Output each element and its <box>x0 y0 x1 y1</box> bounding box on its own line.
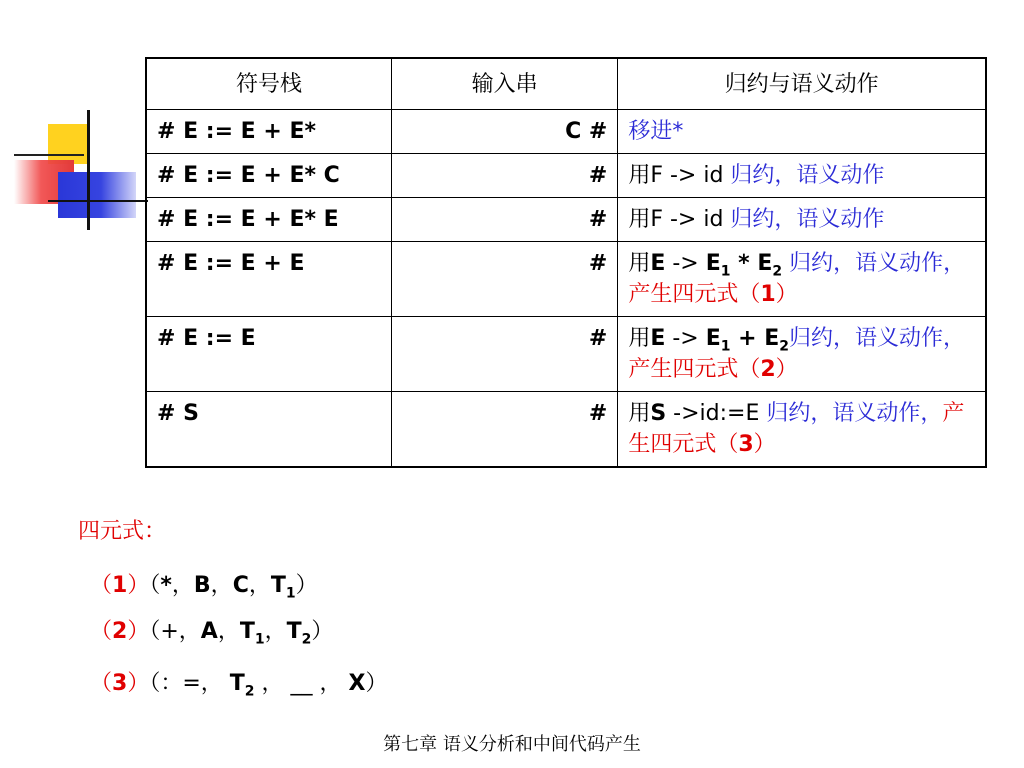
table-row <box>146 110 986 154</box>
subscript: 2 <box>779 338 790 355</box>
quadruple-text: A <box>200 619 218 644</box>
quadruple-text: （+， <box>149 619 201 644</box>
action-text: -> <box>665 251 706 276</box>
table-row <box>146 317 986 392</box>
quadruple-text: C <box>232 573 249 598</box>
quadruple-text: ， <box>171 573 194 598</box>
quadruple-text: B <box>193 573 211 598</box>
table-header-row <box>146 58 986 110</box>
table-row <box>146 392 986 468</box>
action-text: E <box>764 326 780 351</box>
quadruple-text: （ <box>149 573 161 598</box>
header-reduction-action: 归约与语义动作 <box>618 58 986 110</box>
quadruple-number: （2） <box>90 619 150 644</box>
action-text: + <box>730 326 765 351</box>
quadruple-text: ， __ ， <box>254 671 349 696</box>
quadruple-text: * <box>160 573 172 598</box>
cell-action <box>618 392 986 468</box>
cell-symbol-stack: # E := E <box>146 317 391 392</box>
yellow-square-shape <box>48 124 88 164</box>
quadruple-text: ） <box>365 671 388 696</box>
quadruple-item <box>90 666 388 700</box>
quadruple-text: ， <box>264 619 287 644</box>
quadruple-text: ， <box>217 619 240 644</box>
action-text: E <box>757 251 773 276</box>
cell-action <box>618 154 986 198</box>
action-text: 用 <box>628 251 651 276</box>
action-text: S <box>650 401 667 426</box>
quadruples-title: 四元式： <box>78 519 167 544</box>
quadruple-text: T <box>239 619 255 644</box>
quadruple-text: X <box>348 671 366 696</box>
header-symbol-stack: 符号栈 <box>146 58 391 110</box>
table-row <box>146 154 986 198</box>
action-text: 归约，语义动作， <box>782 251 966 276</box>
quadruple-number: （3） <box>90 671 150 696</box>
action-text: 归约，语义动作 <box>730 163 885 188</box>
cell-input-string: C # <box>391 110 617 154</box>
divider-line <box>48 200 148 202</box>
action-text: -> <box>665 326 706 351</box>
subscript: 1 <box>254 631 265 648</box>
quadruple-item <box>90 614 334 648</box>
quadruple-text: T <box>286 619 302 644</box>
cell-symbol-stack: # E := E + E* C <box>146 154 391 198</box>
action-text: 用F -> id <box>628 163 731 188</box>
quadruple-text: T <box>229 671 245 696</box>
cell-action <box>618 242 986 317</box>
cell-input-string: # <box>391 392 617 468</box>
action-text: 用 <box>628 326 651 351</box>
divider-line <box>87 110 90 230</box>
action-text: 移进* <box>628 119 684 144</box>
action-text: 归约，语义动作， <box>789 326 966 351</box>
decorative-logo <box>0 0 150 240</box>
subscript: 2 <box>244 683 255 700</box>
divider-line <box>14 154 84 156</box>
action-text: ） <box>753 432 776 457</box>
action-text: E <box>650 326 666 351</box>
subscript: 1 <box>720 338 731 355</box>
cell-input-string: # <box>391 198 617 242</box>
cell-action <box>618 198 986 242</box>
subscript: 1 <box>285 585 296 602</box>
subscript: 2 <box>301 631 312 648</box>
blue-square-shape <box>58 172 136 218</box>
quadruple-text: （：=， <box>149 671 230 696</box>
action-text: 用F -> id <box>628 207 731 232</box>
action-text: E <box>705 251 721 276</box>
table-row <box>146 198 986 242</box>
cell-input-string: # <box>391 154 617 198</box>
action-text: E <box>650 251 666 276</box>
parse-table <box>145 57 987 468</box>
quadruple-text: ， <box>210 573 233 598</box>
action-text: 归约，语义动作 <box>730 207 885 232</box>
quadruple-text: ） <box>311 619 334 644</box>
action-text: 用 <box>628 401 651 426</box>
action-text: 1 <box>760 282 776 307</box>
action-text: ） <box>775 357 798 382</box>
cell-symbol-stack: # S <box>146 392 391 468</box>
action-text: 产生四元式（ <box>628 282 761 307</box>
cell-symbol-stack: # E := E + E* E <box>146 198 391 242</box>
quadruple-item <box>90 568 318 602</box>
cell-action <box>618 110 986 154</box>
subscript: 1 <box>720 263 731 280</box>
action-text: E <box>705 326 721 351</box>
cell-action <box>618 317 986 392</box>
quadruple-text: T <box>270 573 286 598</box>
cell-symbol-stack: # E := E + E <box>146 242 391 317</box>
action-text: 归约，语义动作， <box>766 401 943 426</box>
action-text: 产生四元式（ <box>628 357 761 382</box>
action-text: 2 <box>760 357 776 382</box>
quadruple-text: ） <box>295 573 318 598</box>
slide-footer: 第七章 语义分析和中间代码产生 <box>383 734 641 755</box>
quadruple-number: （1） <box>90 573 150 598</box>
cell-input-string: # <box>391 317 617 392</box>
action-text: ） <box>775 282 798 307</box>
action-text: ->id:=E <box>666 401 767 426</box>
action-text: * <box>730 251 758 276</box>
action-text: 3 <box>738 432 754 457</box>
cell-input-string: # <box>391 242 617 317</box>
subscript: 2 <box>772 263 783 280</box>
table-row <box>146 242 986 317</box>
action-text: 产生四元式（ <box>628 401 965 457</box>
cell-symbol-stack: # E := E + E* <box>146 110 391 154</box>
quadruple-text: ， <box>248 573 271 598</box>
header-input-string: 输入串 <box>391 58 617 110</box>
